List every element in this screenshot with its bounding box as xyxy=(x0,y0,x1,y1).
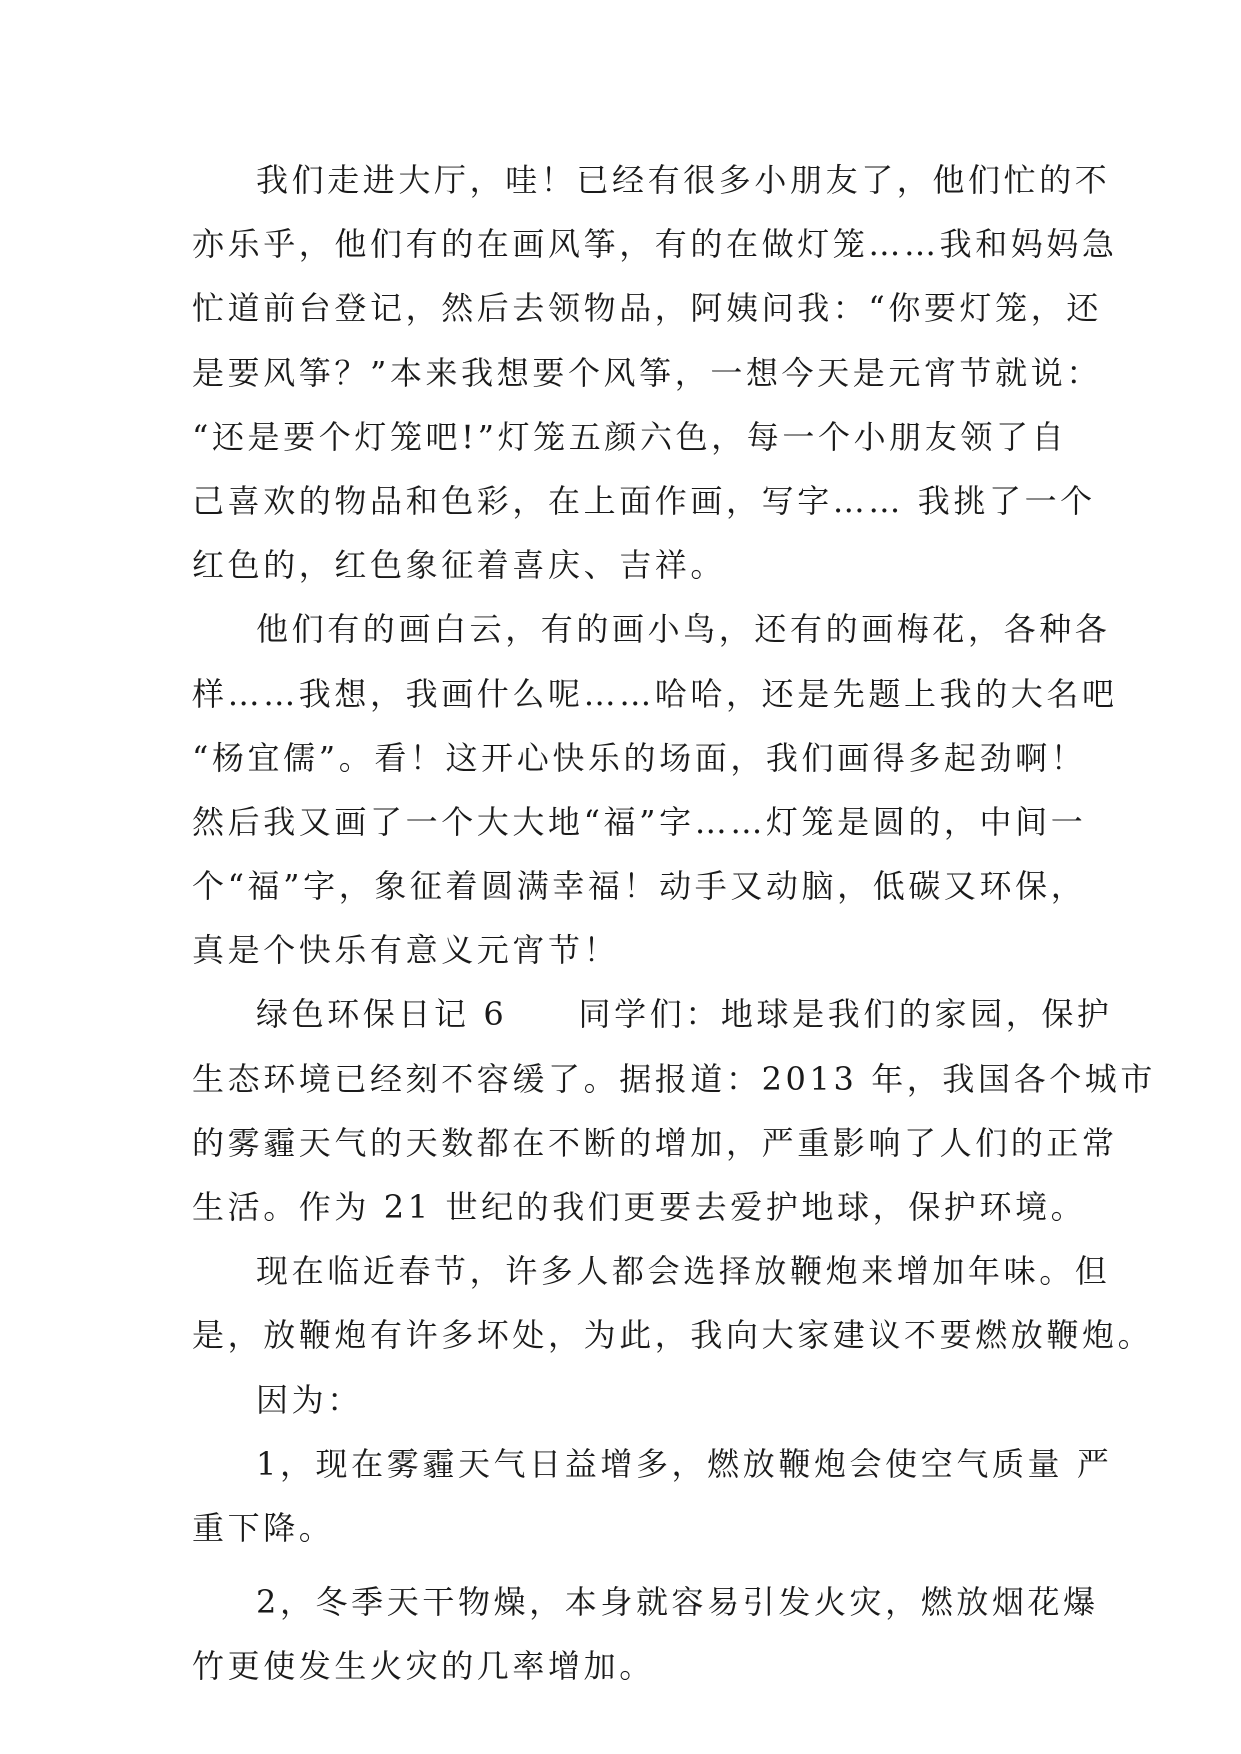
text-line: 真是个快乐有意义元宵节！ xyxy=(192,931,620,970)
text-line: 红色的，红色象征着喜庆、吉祥。 xyxy=(192,546,727,585)
paragraph xyxy=(192,982,1157,1239)
text-line: 他们有的画白云，有的画小鸟，还有的画梅花，各种各 xyxy=(256,610,1111,649)
text-line: 是要风筝？”本来我想要个风筝，一想今天是元宵节就说： xyxy=(192,353,1102,392)
text-line: 竹更使发生火灾的几率增加。 xyxy=(192,1647,655,1686)
text-line: 因为： xyxy=(256,1380,363,1419)
text-line: 忙道前台登记，然后去领物品，阿姨问我：“你要灯笼，还 xyxy=(192,289,1102,328)
text-line: 己喜欢的物品和色彩，在上面作画，写字…… 我挑了一个 xyxy=(192,481,1096,520)
paragraph xyxy=(192,1239,1154,1367)
text-line: 是，放鞭炮有许多坏处，为此，我向大家建议不要燃放鞭炮。 xyxy=(192,1316,1154,1355)
text-line: 生活。作为 21 世纪的我们更要去爱护地球，保护环境。 xyxy=(192,1188,1087,1226)
text-line: 1，现在雾霾天气日益增多，燃放鞭炮会使空气质量 严 xyxy=(256,1444,1113,1483)
document-body xyxy=(192,148,1157,1699)
paragraph xyxy=(192,597,1118,982)
text-line: 绿色环保日记 6 同学们：地球是我们的家园，保护 xyxy=(256,995,1113,1034)
text-line: 然后我又画了一个大大地“福”字……灯笼是圆的，中间一 xyxy=(192,802,1087,841)
text-line: “杨宜儒”。看！这开心快乐的场面，我们画得多起劲啊！ xyxy=(192,738,1087,777)
text-line: 重下降。 xyxy=(192,1508,335,1547)
text-line: 样……我想，我画什么呢……哈哈，还是先题上我的大名吧 xyxy=(192,674,1118,713)
paragraph xyxy=(192,148,1118,597)
text-line: 生态环境已经刻不容缓了。据报道：2013 年，我国各个城市 xyxy=(192,1059,1157,1098)
text-line: 个“福”字，象征着圆满幸福！动手又动脑，低碳又环保， xyxy=(192,867,1087,906)
paragraph-gap xyxy=(192,1560,1050,1570)
paragraph xyxy=(192,1368,1050,1432)
text-line: 亦乐乎，他们有的在画风筝，有的在做灯笼……我和妈妈急 xyxy=(192,225,1118,264)
text-line: 2，冬季天干物燥，本身就容易引发火灾，燃放烟花爆 xyxy=(256,1583,1099,1622)
text-line: 的雾霾天气的天数都在不断的增加，严重影响了人们的正常 xyxy=(192,1123,1118,1162)
text-line: 我们走进大厅，哇！已经有很多小朋友了，他们忙的不 xyxy=(256,161,1111,199)
text-line: “还是要个灯笼吧!”灯笼五颜六色，每一个小朋友领了自 xyxy=(192,417,1068,456)
paragraph xyxy=(192,1432,1113,1560)
text-line: 现在临近春节，许多人都会选择放鞭炮来增加年味。但 xyxy=(256,1252,1111,1291)
paragraph xyxy=(192,1570,1099,1698)
